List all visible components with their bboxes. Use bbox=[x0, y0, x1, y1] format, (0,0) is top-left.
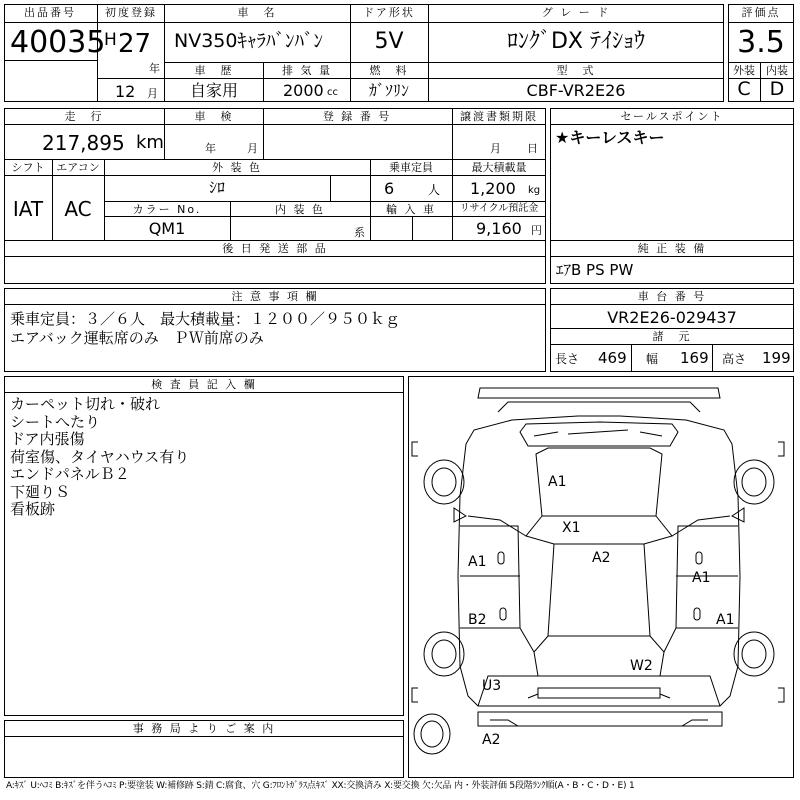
damage-mark: X1 bbox=[562, 520, 581, 536]
damage-mark: A2 bbox=[592, 550, 611, 566]
inspector-note: エンドパネルＢ２ bbox=[10, 465, 130, 483]
sales-point: ★キーレスキー bbox=[555, 128, 665, 147]
door-type: 5V bbox=[374, 29, 404, 54]
inspector-note: 看板跡 bbox=[10, 500, 56, 518]
month-unit: 月 bbox=[147, 87, 158, 100]
inspector-note: ドア内張傷 bbox=[10, 430, 85, 448]
vehicle-damage-diagram bbox=[408, 376, 794, 778]
transfer-month-unit: 月 bbox=[490, 142, 501, 155]
color-no-label: カラー No. bbox=[132, 203, 202, 216]
max-load-label: 最大積載量 bbox=[471, 161, 527, 174]
mileage-unit: km bbox=[136, 132, 164, 153]
inspector-note: シートへたり bbox=[10, 412, 101, 431]
max-load-unit: kg bbox=[528, 185, 541, 196]
office-label: 事 務 局 よ り ご 案 内 bbox=[132, 722, 276, 735]
history-label: 車 歴 bbox=[194, 64, 234, 77]
int-color-label: 内 装 色 bbox=[275, 203, 325, 216]
shift: IAT bbox=[12, 197, 44, 221]
displacement-unit: cc bbox=[327, 87, 338, 98]
damage-mark: U3 bbox=[482, 678, 502, 694]
capacity-label: 乗車定員 bbox=[389, 161, 433, 174]
damage-mark: W2 bbox=[630, 658, 653, 674]
int-color-unit: 系 bbox=[354, 226, 365, 239]
capacity-unit: 人 bbox=[428, 183, 441, 197]
car-name-label: 車 名 bbox=[237, 6, 277, 19]
transfer-day-unit: 日 bbox=[527, 142, 538, 155]
score: 3.5 bbox=[737, 25, 785, 60]
import-label: 輸 入 車 bbox=[386, 203, 436, 216]
inspector-label: 検 査 員 記 入 欄 bbox=[151, 378, 257, 391]
inspector-note: 下廻りＳ bbox=[10, 482, 71, 501]
length-label: 長さ bbox=[555, 352, 580, 366]
later-parts-label: 後 日 発 送 部 品 bbox=[222, 242, 328, 255]
genuine-label: 純 正 装 備 bbox=[637, 242, 707, 255]
height-label: 高さ bbox=[722, 352, 747, 366]
inspector-note: 荷室傷、タイヤハウス有り bbox=[10, 447, 190, 466]
ext-color: ｼﾛ bbox=[208, 178, 226, 197]
fuel-label: 燃 料 bbox=[369, 64, 409, 77]
width: 169 bbox=[680, 349, 709, 367]
recycle-label: リサイクル預託金 bbox=[459, 203, 539, 214]
aircon: AC bbox=[64, 197, 92, 221]
inspection-month-unit: 月 bbox=[247, 142, 258, 155]
caution-line-2: エアバック運転席のみ ＰＷ前席のみ bbox=[10, 329, 264, 347]
damage-mark: A1 bbox=[716, 612, 735, 628]
width-label: 幅 bbox=[646, 352, 659, 366]
length: 469 bbox=[598, 349, 627, 367]
ext-color-label: 外 装 色 bbox=[212, 161, 262, 174]
recycle-unit: 円 bbox=[531, 224, 542, 237]
interior-label: 内装 bbox=[766, 64, 788, 77]
damage-mark: B2 bbox=[468, 612, 487, 628]
model-code: CBF-VR2E26 bbox=[526, 81, 626, 100]
reg-month: 12 bbox=[115, 82, 136, 101]
aircon-label: エアコン bbox=[56, 161, 100, 174]
plate-label: 登 録 番 号 bbox=[322, 110, 392, 123]
chassis-label: 車 台 番 号 bbox=[637, 290, 707, 303]
reg-year: 27 bbox=[118, 29, 152, 59]
lot-number-label: 出品番号 bbox=[24, 6, 76, 19]
mileage-label: 走 行 bbox=[64, 110, 104, 123]
lot-number: 40035 bbox=[10, 25, 106, 60]
grade: ﾛﾝｸﾞDX ﾃｲｼｮｳ bbox=[506, 29, 646, 54]
history: 自家用 bbox=[189, 81, 239, 100]
interior-grade: D bbox=[769, 78, 785, 100]
door-label: ドア形状 bbox=[363, 6, 415, 19]
shift-label: シフト bbox=[11, 161, 45, 174]
height: 199 bbox=[762, 349, 791, 367]
chassis-number: VR2E26-029437 bbox=[607, 308, 737, 327]
capacity: 6 bbox=[384, 179, 395, 198]
specs-label: 諸 元 bbox=[652, 330, 692, 343]
sales-point-label: セールスポイント bbox=[620, 110, 724, 123]
score-label: 評価点 bbox=[741, 6, 781, 19]
caution-line-1: 乗車定員：３／６人 最大積載量：１２００／９５０ｋｇ bbox=[10, 310, 401, 328]
model-label: 型 式 bbox=[556, 64, 596, 77]
displacement-label: 排 気 量 bbox=[282, 64, 332, 77]
exterior-grade: C bbox=[737, 78, 751, 100]
damage-mark: A1 bbox=[468, 554, 487, 570]
displacement: 2000 bbox=[283, 81, 324, 100]
inspector-note: カーペット切れ・破れ bbox=[10, 395, 161, 413]
damage-mark: A1 bbox=[692, 570, 711, 586]
recycle-fee: 9,160 bbox=[476, 219, 522, 238]
max-load: 1,200 bbox=[470, 179, 516, 198]
first-reg-label: 初度登録 bbox=[105, 6, 157, 19]
inspection-year-unit: 年 bbox=[205, 142, 216, 155]
mileage: 217,895 bbox=[42, 131, 125, 155]
inspector-notes bbox=[10, 396, 189, 519]
grade-label: グ レ ー ド bbox=[541, 6, 611, 19]
legend: A:ｷｽﾞ U:ﾍｺﾐ B:ｷｽﾞを伴うﾍｺﾐ P:要塗装 W:補修跡 S:錆 C:腐食、穴 G:ﾌﾛﾝﾄｶﾞﾗｽ点ｷｽﾞ XX:交換済み X:要交換 欠:欠品 内・外装評価 5段階ﾗﾝｸ順(A・B・C・D・E) 1 bbox=[6, 781, 635, 791]
era-letter: H bbox=[104, 30, 117, 50]
year-unit: 年 bbox=[149, 62, 160, 75]
car-name: NV350ｷｬﾗﾊﾞﾝﾊﾞﾝ bbox=[174, 30, 323, 52]
exterior-label: 外装 bbox=[733, 64, 755, 77]
inspection-label: 車 検 bbox=[194, 110, 234, 123]
damage-mark: A1 bbox=[548, 474, 567, 490]
transfer-doc-label: 譲渡書類期限 bbox=[460, 110, 538, 123]
color-no: QM1 bbox=[148, 219, 186, 238]
genuine-equipment: ｴｱB PS PW bbox=[556, 261, 634, 279]
damage-mark: A2 bbox=[482, 732, 501, 748]
caution-label: 注 意 事 項 欄 bbox=[231, 290, 319, 303]
fuel: ｶﾞｿﾘﾝ bbox=[368, 81, 410, 100]
